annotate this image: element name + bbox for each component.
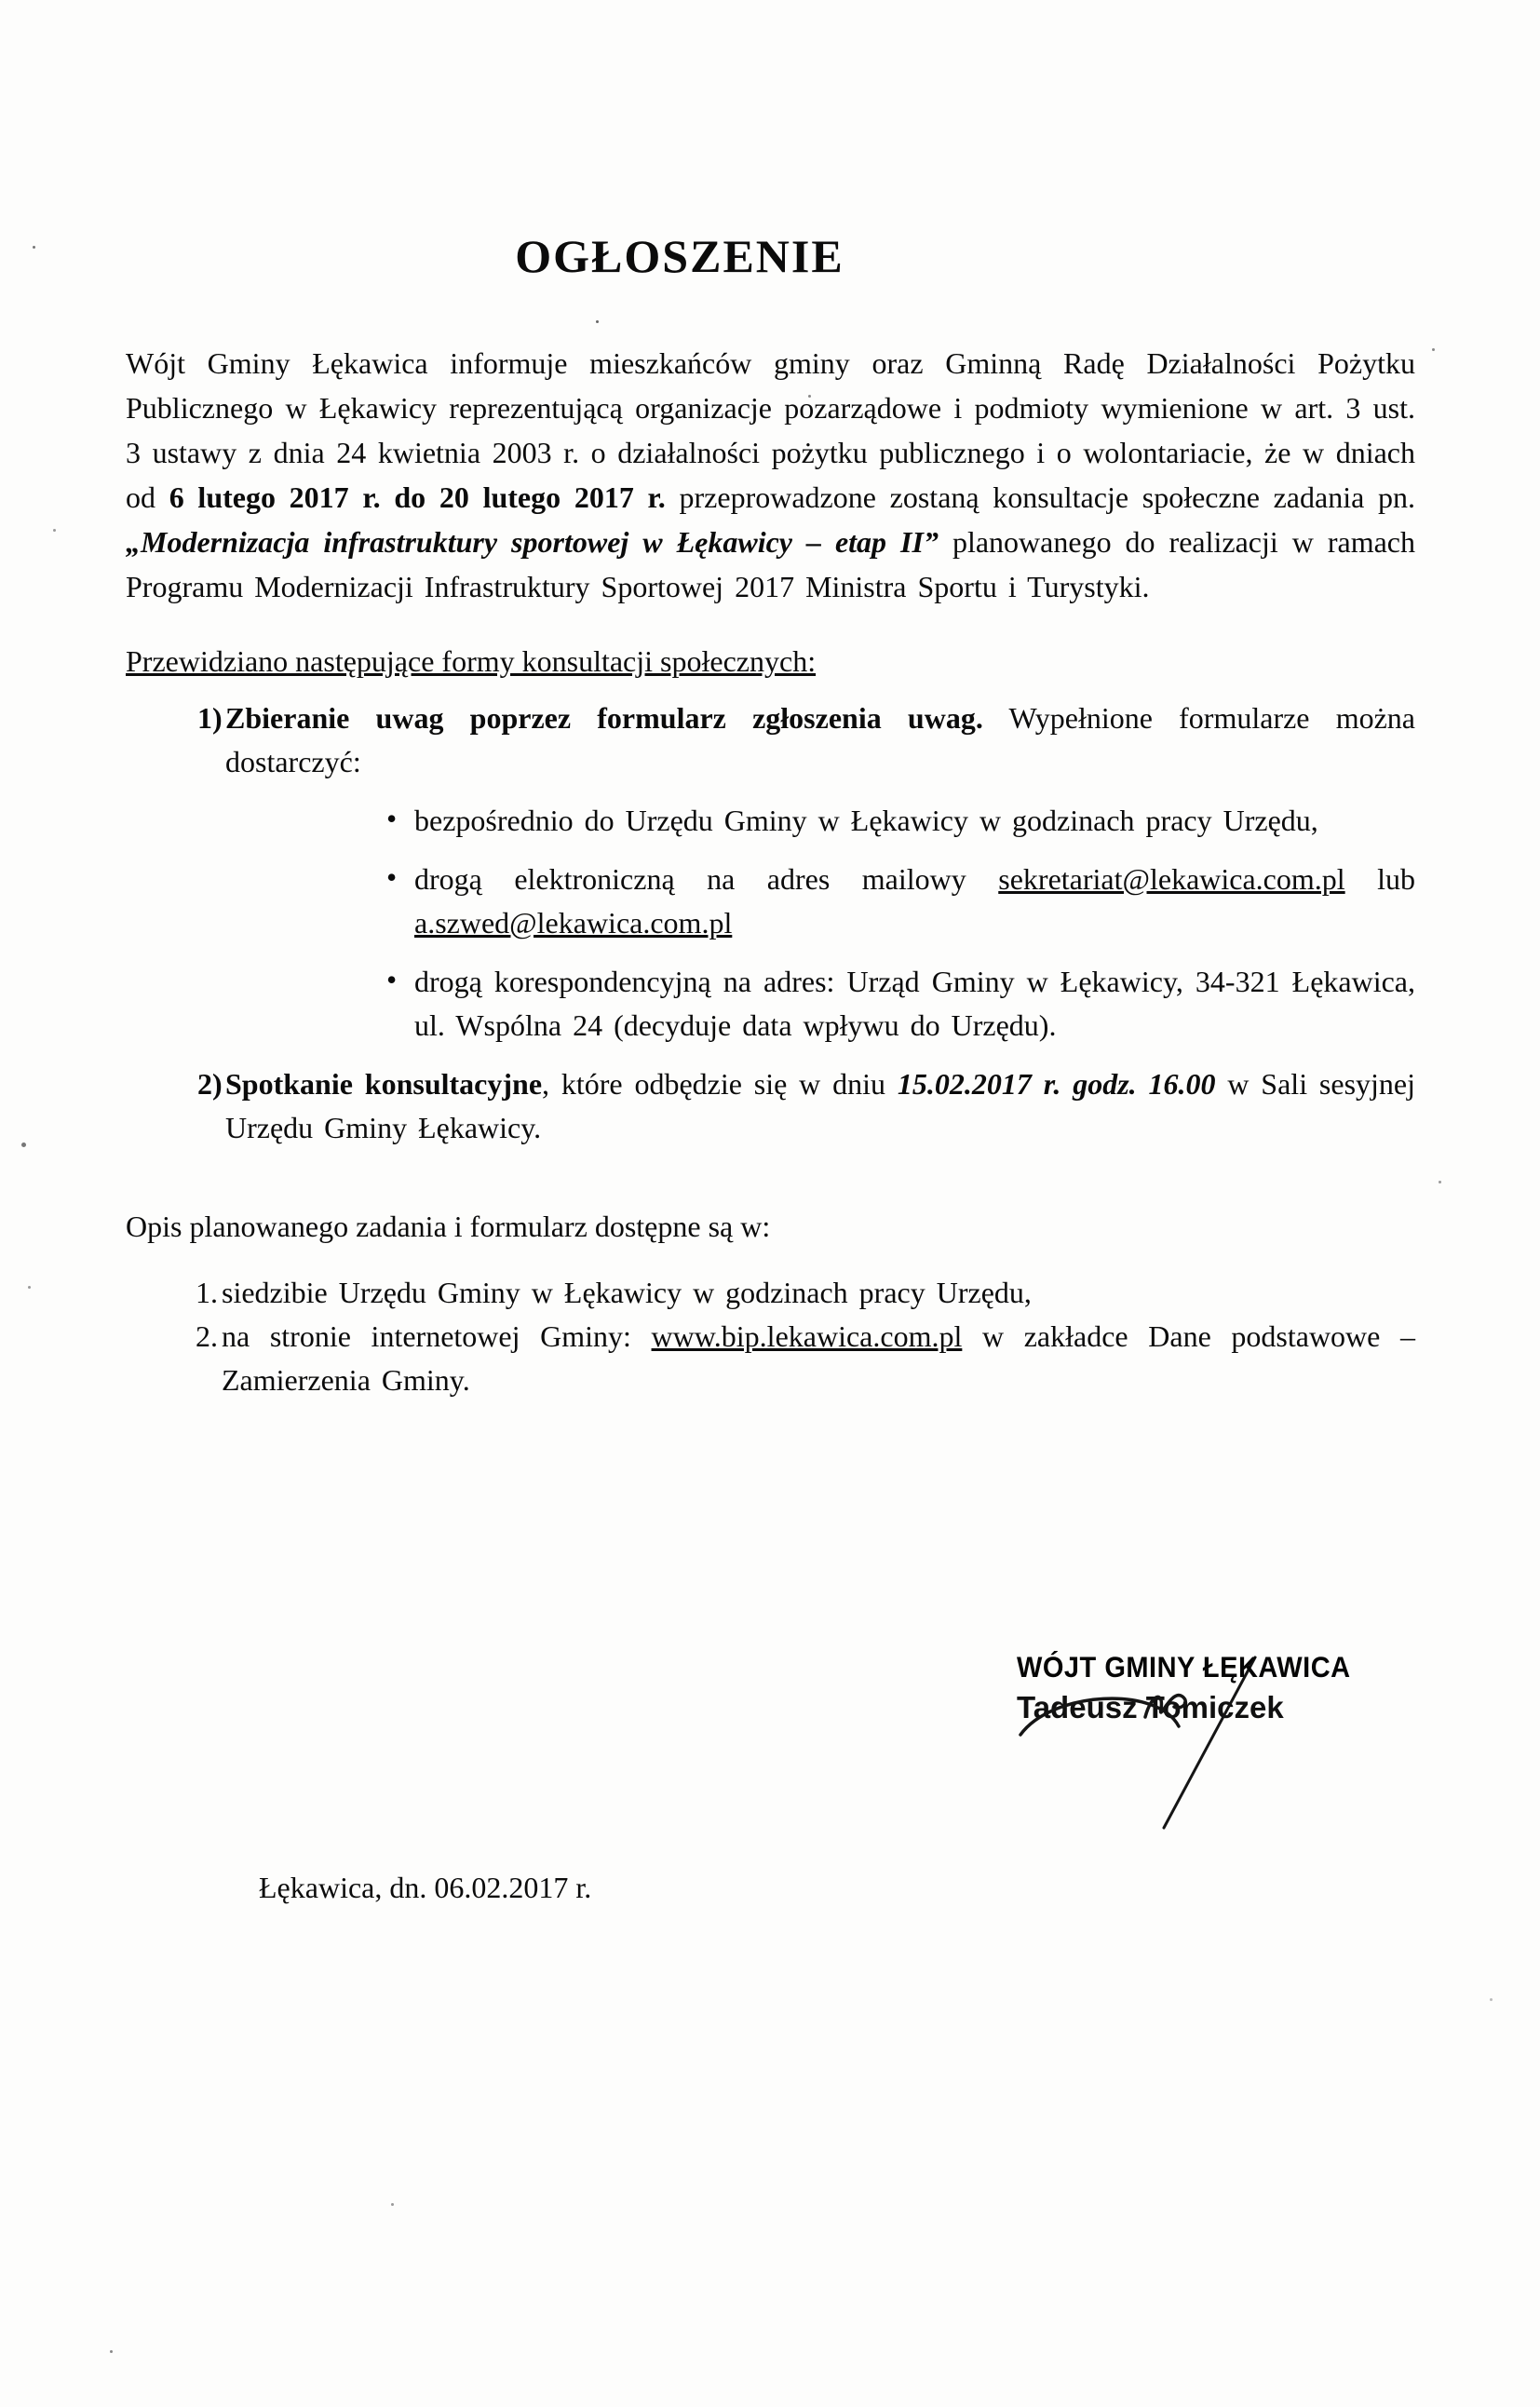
email-link-sekretariat: sekretariat@lekawica.com.pl xyxy=(998,862,1345,896)
availability-heading: Opis planowanego zadania i formularz dostępne są w: xyxy=(126,1210,771,1243)
list-item-2 xyxy=(126,1062,1415,1150)
scan-noise-specks xyxy=(33,246,35,249)
bullet-post-text: drogą korespondencyjną na adres: Urząd Gminy w Łękawicy, 34-321 Łękawica, ul. Wspólna 24 (decyduje data wpływu do Urzędu). xyxy=(414,965,1415,1042)
bullet-item-direct xyxy=(225,799,1415,843)
email-link-aszwed: a.szwed@lekawica.com.pl xyxy=(414,906,733,940)
intro-text-1: Wójt Gminy Łękawica informuje mieszkańców gminy oraz Gminną Radę Działalności Pożytku Publicznego w Łękawicy reprezentującą organizacje pozarządowe i podmioty wymienione w art. 3 ust. 3 ustawy z dnia 24 kwietnia 2003 r. o działalności pożytku publicznego i o wolontariacie, że w dniach od xyxy=(126,346,1415,514)
document-body xyxy=(0,229,1540,1402)
list-item-1-number: 1) xyxy=(197,701,223,735)
availability-item-1-number: 1. xyxy=(196,1276,218,1309)
list-item-2-number: 2) xyxy=(197,1067,223,1101)
scanned-announcement-page xyxy=(0,229,1540,2407)
bullet-item-email xyxy=(225,858,1415,945)
list-item-2-text-1: , które odbędzie się w dniu xyxy=(542,1067,898,1101)
consultation-dates: 6 lutego 2017 r. do 20 lutego 2017 r. xyxy=(169,480,666,514)
availability-list xyxy=(126,1271,1415,1402)
availability-item-2-text-1: na stronie internetowej Gminy: xyxy=(222,1319,652,1353)
bullet-marker: • xyxy=(386,802,398,835)
availability-item-2-number: 2. xyxy=(196,1319,218,1353)
bullet-email-text-2: lub xyxy=(1344,862,1416,896)
availability-item-2-text-2: w zakładce Dane podstawowe – Zamierzenia Gminy. xyxy=(222,1319,1416,1397)
place-and-date: Łękawica, dn. 06.02.2017 r. xyxy=(259,1871,592,1904)
bullet-item-post xyxy=(225,960,1415,1048)
meeting-datetime: 15.02.2017 r. godz. 16.00 xyxy=(897,1067,1216,1101)
list-item-1-lead: Zbieranie uwag poprzez formularz zgłoszenia uwag. xyxy=(225,701,983,735)
list-item-2-lead: Spotkanie konsultacyjne xyxy=(225,1067,543,1101)
list-item-2-text-2: w Sali sesyjnej Urzędu Gminy Łękawicy. xyxy=(225,1067,1416,1144)
list-item-1 xyxy=(126,696,1415,1048)
bullet-direct-text: bezpośrednio do Urzędu Gminy w Łękawicy w godzinach pracy Urzędu, xyxy=(414,804,1318,837)
intro-paragraph xyxy=(126,341,1415,609)
official-stamp xyxy=(1017,1652,1417,1725)
intro-text-2: przeprowadzone zostaną konsultacje społeczne zadania pn. xyxy=(665,480,1416,514)
availability-item-2 xyxy=(126,1315,1415,1402)
stamp-office-title: WÓJT GMINY ŁĘKAWICA xyxy=(1017,1652,1351,1684)
bullet-marker: • xyxy=(386,860,398,894)
consultation-forms-heading: Przewidziano następujące formy konsultacji społecznych: xyxy=(126,644,817,678)
availability-item-1-text: siedzibie Urzędu Gminy w Łękawicy w godzinach pracy Urzędu, xyxy=(222,1276,1032,1309)
bullet-email-text-1: drogą elektroniczną na adres mailowy xyxy=(414,862,999,896)
availability-item-1 xyxy=(126,1271,1415,1315)
stamp-person-name: Tadeusz Tomiczek xyxy=(1017,1690,1284,1724)
project-name: „Modernizacja infrastruktury sportowej w Łękawicy – etap II” xyxy=(126,525,939,559)
consultation-list xyxy=(126,696,1415,1150)
bullet-marker: • xyxy=(386,963,398,996)
page-title: OGŁOSZENIE xyxy=(515,230,844,282)
list-item-1-rest: Wypełnione formularze można dostarczyć: xyxy=(225,701,1416,778)
website-link-bip: www.bip.lekawica.com.pl xyxy=(651,1319,963,1353)
intro-text-3: planowanego do realizacji w ramach Programu Modernizacji Infrastruktury Sportowej 2017 Ministra Sportu i Turystyki. xyxy=(126,525,1416,603)
delivery-methods-list xyxy=(225,799,1415,1048)
